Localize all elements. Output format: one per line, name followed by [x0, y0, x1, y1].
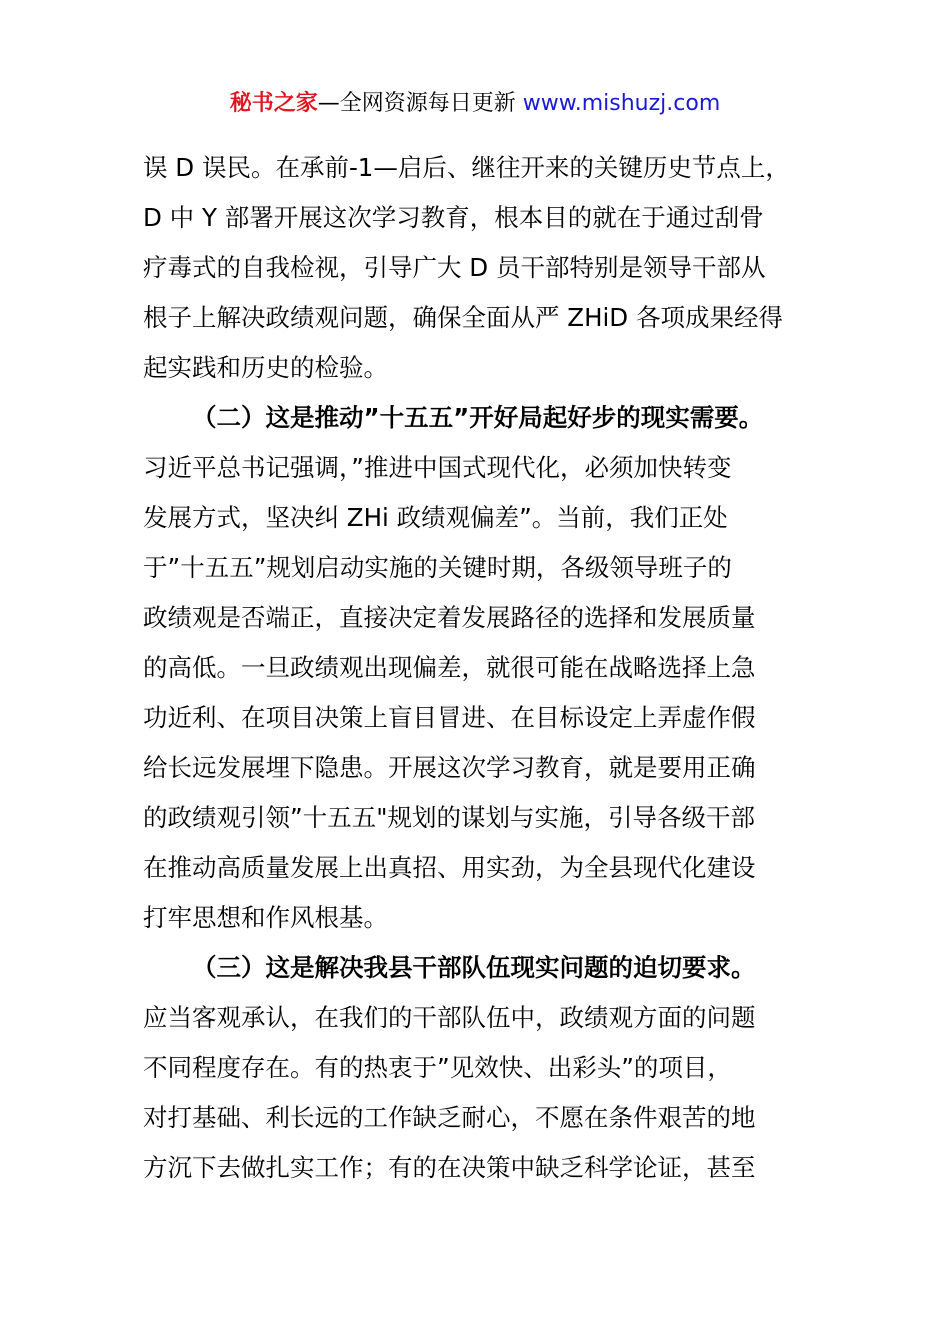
text-line: 起实践和历史的检验。 — [143, 353, 388, 382]
site-header — [0, 88, 950, 120]
text-line: 习近平总书记强调，”推进中国式现代化，必须加快转变 — [143, 453, 732, 482]
text-line: 误 D 误民。在承前-1—启后、继往开来的关键历史节点上， — [143, 153, 790, 182]
document-body — [143, 143, 833, 1193]
text-line: 给长远发展埋下隐患。开展这次学习教育，就是要用正确 — [143, 753, 756, 782]
site-brand: 秘书之家 — [229, 91, 318, 116]
text-line: 应当客观承认，在我们的干部队伍中，政绩观方面的问题 — [143, 1003, 756, 1032]
text-line: 疗毒式的自我检视，引导广大 D 员干部特别是领导干部从 — [143, 253, 766, 282]
text-line: 政绩观是否端正，直接决定着发展路径的选择和发展质量 — [143, 603, 756, 632]
text-line: 的高低。一旦政绩观出现偏差，就很可能在战略选择上急 — [143, 653, 756, 682]
text-line: D 中 Y 部署开展这次学习教育，根本目的就在于通过刮骨 — [143, 203, 764, 232]
text-line: 功近利、在项目决策上盲目冒进、在目标设定上弄虚作假 — [143, 703, 756, 732]
text-line: 根子上解决政绩观问题，确保全面从严 ZHiD 各项成果经得 — [143, 303, 783, 332]
section-heading-3: （三）这是解决我县干部队伍现实问题的迫切要求。 — [192, 953, 756, 982]
text-line: 在推动高质量发展上出真招、用实劲，为全县现代化建设 — [143, 853, 756, 882]
text-line: 于”十五五”规划启动实施的关键时期，各级领导班子的 — [143, 553, 732, 582]
text-line: 不同程度存在。有的热衷于”见效快、出彩头”的项目， — [143, 1053, 732, 1082]
section-heading-2: （二）这是推动”十五五”开好局起好步的现实需要。 — [192, 403, 764, 432]
text-line: 打牢思想和作风根基。 — [143, 903, 388, 932]
text-line: 方沉下去做扎实工作；有的在决策中缺乏科学论证，甚至 — [143, 1153, 756, 1182]
text-line: 的政绩观引领”十五五"规划的谋划与实施，引导各级干部 — [143, 803, 755, 832]
site-tagline: —全网资源每日更新 — [317, 91, 523, 116]
text-line: 对打基础、利长远的工作缺乏耐心，不愿在条件艰苦的地 — [143, 1103, 756, 1132]
text-line: 发展方式，坚决纠 ZHi 政绩观偏差”。当前，我们正处 — [143, 503, 728, 532]
site-url-link[interactable]: www.mishuzj.com — [522, 91, 721, 116]
